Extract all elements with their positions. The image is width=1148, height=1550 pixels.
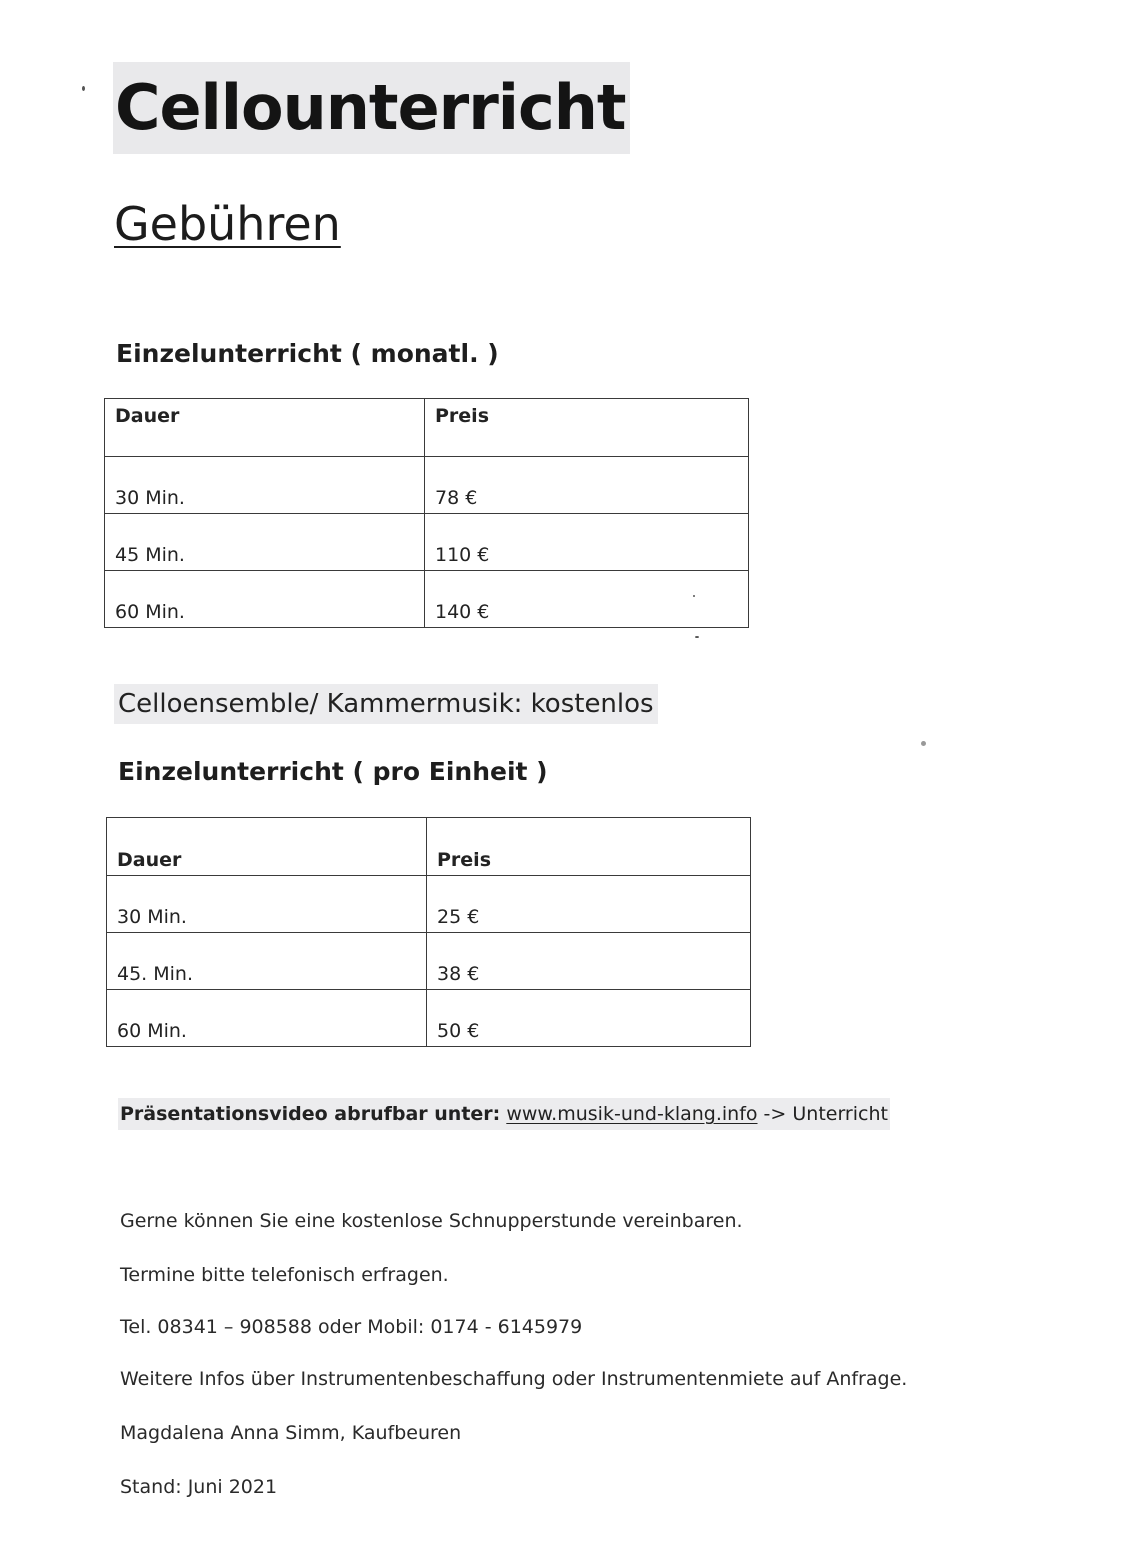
table-row — [107, 990, 751, 1047]
price-cell: 140 € — [425, 571, 749, 628]
column-header-duration: Dauer — [107, 818, 427, 876]
scan-speck — [695, 636, 699, 638]
scan-speck — [82, 86, 85, 91]
column-header-price: Preis — [425, 399, 749, 457]
duration-cell: 60 Min. — [105, 571, 425, 628]
table-row — [107, 876, 751, 933]
column-header-price: Preis — [427, 818, 751, 876]
monthly-price-table — [104, 398, 749, 628]
duration-cell: 30 Min. — [107, 876, 427, 933]
trial-lesson-note: Gerne können Sie eine kostenlose Schnupperstunde vereinbaren. — [120, 1210, 743, 1232]
per-unit-lessons-heading: Einzelunterricht ( pro Einheit ) — [118, 757, 548, 786]
duration-cell: 45. Min. — [107, 933, 427, 990]
duration-cell: 30 Min. — [105, 457, 425, 514]
duration-cell: 60 Min. — [107, 990, 427, 1047]
table-header-row — [105, 399, 749, 457]
price-cell: 50 € — [427, 990, 751, 1047]
revision-date: Stand: Juni 2021 — [120, 1476, 278, 1498]
video-suffix: -> Unterricht — [757, 1103, 888, 1125]
page-subtitle: Gebühren — [114, 197, 341, 251]
appointment-note: Termine bitte telefonisch erfragen. — [120, 1264, 449, 1286]
video-label: Präsentationsvideo abrufbar unter: — [120, 1103, 501, 1125]
scan-speck — [921, 741, 926, 746]
duration-cell: 45 Min. — [105, 514, 425, 571]
price-cell: 78 € — [425, 457, 749, 514]
video-info-line — [118, 1098, 890, 1130]
table-row — [105, 514, 749, 571]
price-cell: 110 € — [425, 514, 749, 571]
table-row — [105, 457, 749, 514]
ensemble-note: Celloensemble/ Kammermusik: kostenlos — [114, 684, 658, 724]
phone-contact: Tel. 08341 – 908588 oder Mobil: 0174 - 6145979 — [120, 1316, 583, 1338]
table-row — [107, 933, 751, 990]
page-title: Cellounterricht — [113, 62, 630, 154]
teacher-name: Magdalena Anna Simm, Kaufbeuren — [120, 1422, 462, 1444]
instrument-info-note: Weitere Infos über Instrumentenbeschaffung oder Instrumentenmiete auf Anfrage. — [120, 1368, 908, 1390]
price-cell: 38 € — [427, 933, 751, 990]
column-header-duration: Dauer — [105, 399, 425, 457]
website-link[interactable]: www.musik-und-klang.info — [506, 1103, 758, 1125]
table-row — [105, 571, 749, 628]
price-cell: 25 € — [427, 876, 751, 933]
scan-speck — [693, 595, 695, 597]
table-header-row — [107, 818, 751, 876]
per-unit-price-table — [106, 817, 751, 1047]
monthly-lessons-heading: Einzelunterricht ( monatl. ) — [116, 339, 499, 368]
